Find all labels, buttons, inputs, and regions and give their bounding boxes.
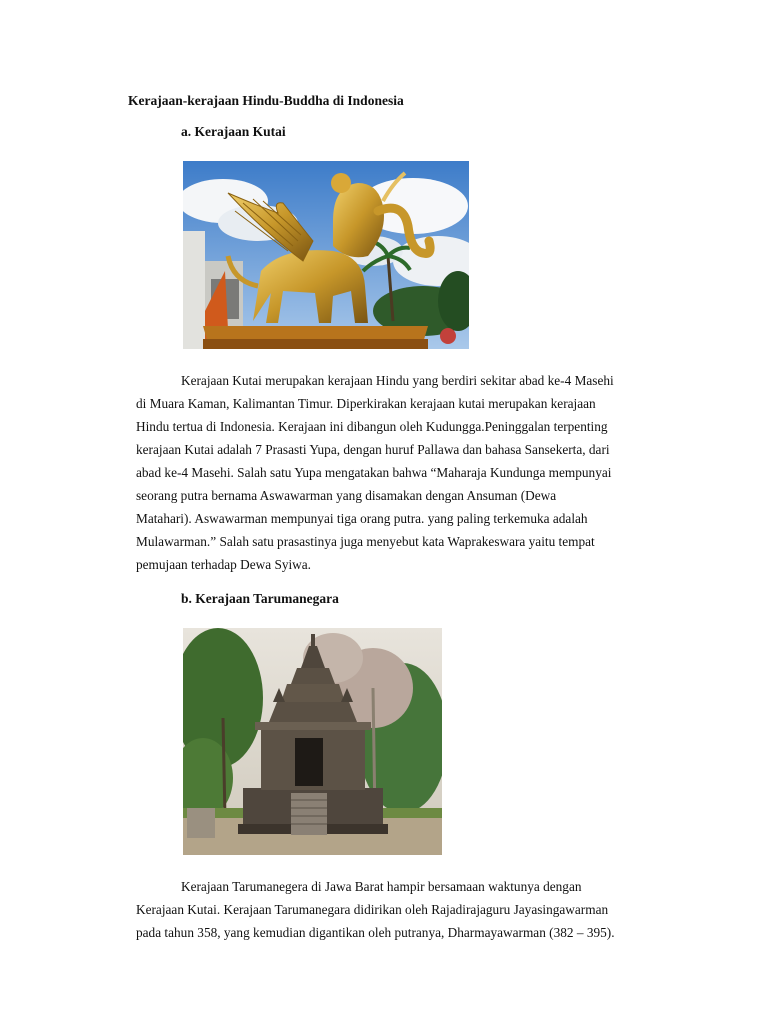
paragraph-line: Hindu tertua di Indonesia. Kerajaan ini dibangun oleh Kudungga.Peninggalan terpenting [136,419,608,434]
paragraph-line: Kerajaan Tarumanegera di Jawa Barat hampir bersamaan waktunya dengan [181,879,582,894]
paragraph-line: Kerajaan Kutai merupakan kerajaan Hindu yang berdiri sekitar abad ke-4 Masehi [181,373,614,388]
paragraph-line: Mulawarman.” Salah satu prasastinya juga menyebut kata Waprakeswara yaitu tempat [136,534,595,549]
paragraph-line: Kerajaan Kutai. Kerajaan Tarumanegara didirikan oleh Rajadirajaguru Jayasingawarman [136,902,609,917]
paragraph-line: abad ke-4 Masehi. Salah satu Yupa mengatakan bahwa “Maharaja Kundunga mempunyai [136,465,612,480]
document-title: Kerajaan-kerajaan Hindu-Buddha di Indonesia [128,93,404,108]
paragraph-line: Matahari). Aswawarman mempunyai tiga orang putra. yang paling terkemuka adalah [136,511,588,526]
paragraph-line: di Muara Kaman, Kalimantan Timur. Diperkirakan kerajaan kutai merupakan kerajaan [136,396,596,411]
section-a-paragraph [136,369,684,576]
section-b-heading: b. Kerajaan Tarumanegara [181,591,339,606]
section-b-paragraph [136,875,684,944]
paragraph-line: pada tahun 358, yang kemudian digantikan oleh putranya, Dharmayawarman (382 – 395). [136,925,615,940]
paragraph-line: pemujaan terhadap Dewa Syiwa. [136,557,312,572]
section-a-heading: a. Kerajaan Kutai [181,124,286,139]
tarumanegara-temple-image [183,628,442,855]
kutai-statue-image [183,161,469,349]
paragraph-line: seorang putra bernama Aswawarman yang disamakan dengan Ansuman (Dewa [136,488,557,503]
paragraph-line: kerajaan Kutai adalah 7 Prasasti Yupa, dengan huruf Pallawa dan bahasa Sansekerta, dari [136,442,610,457]
